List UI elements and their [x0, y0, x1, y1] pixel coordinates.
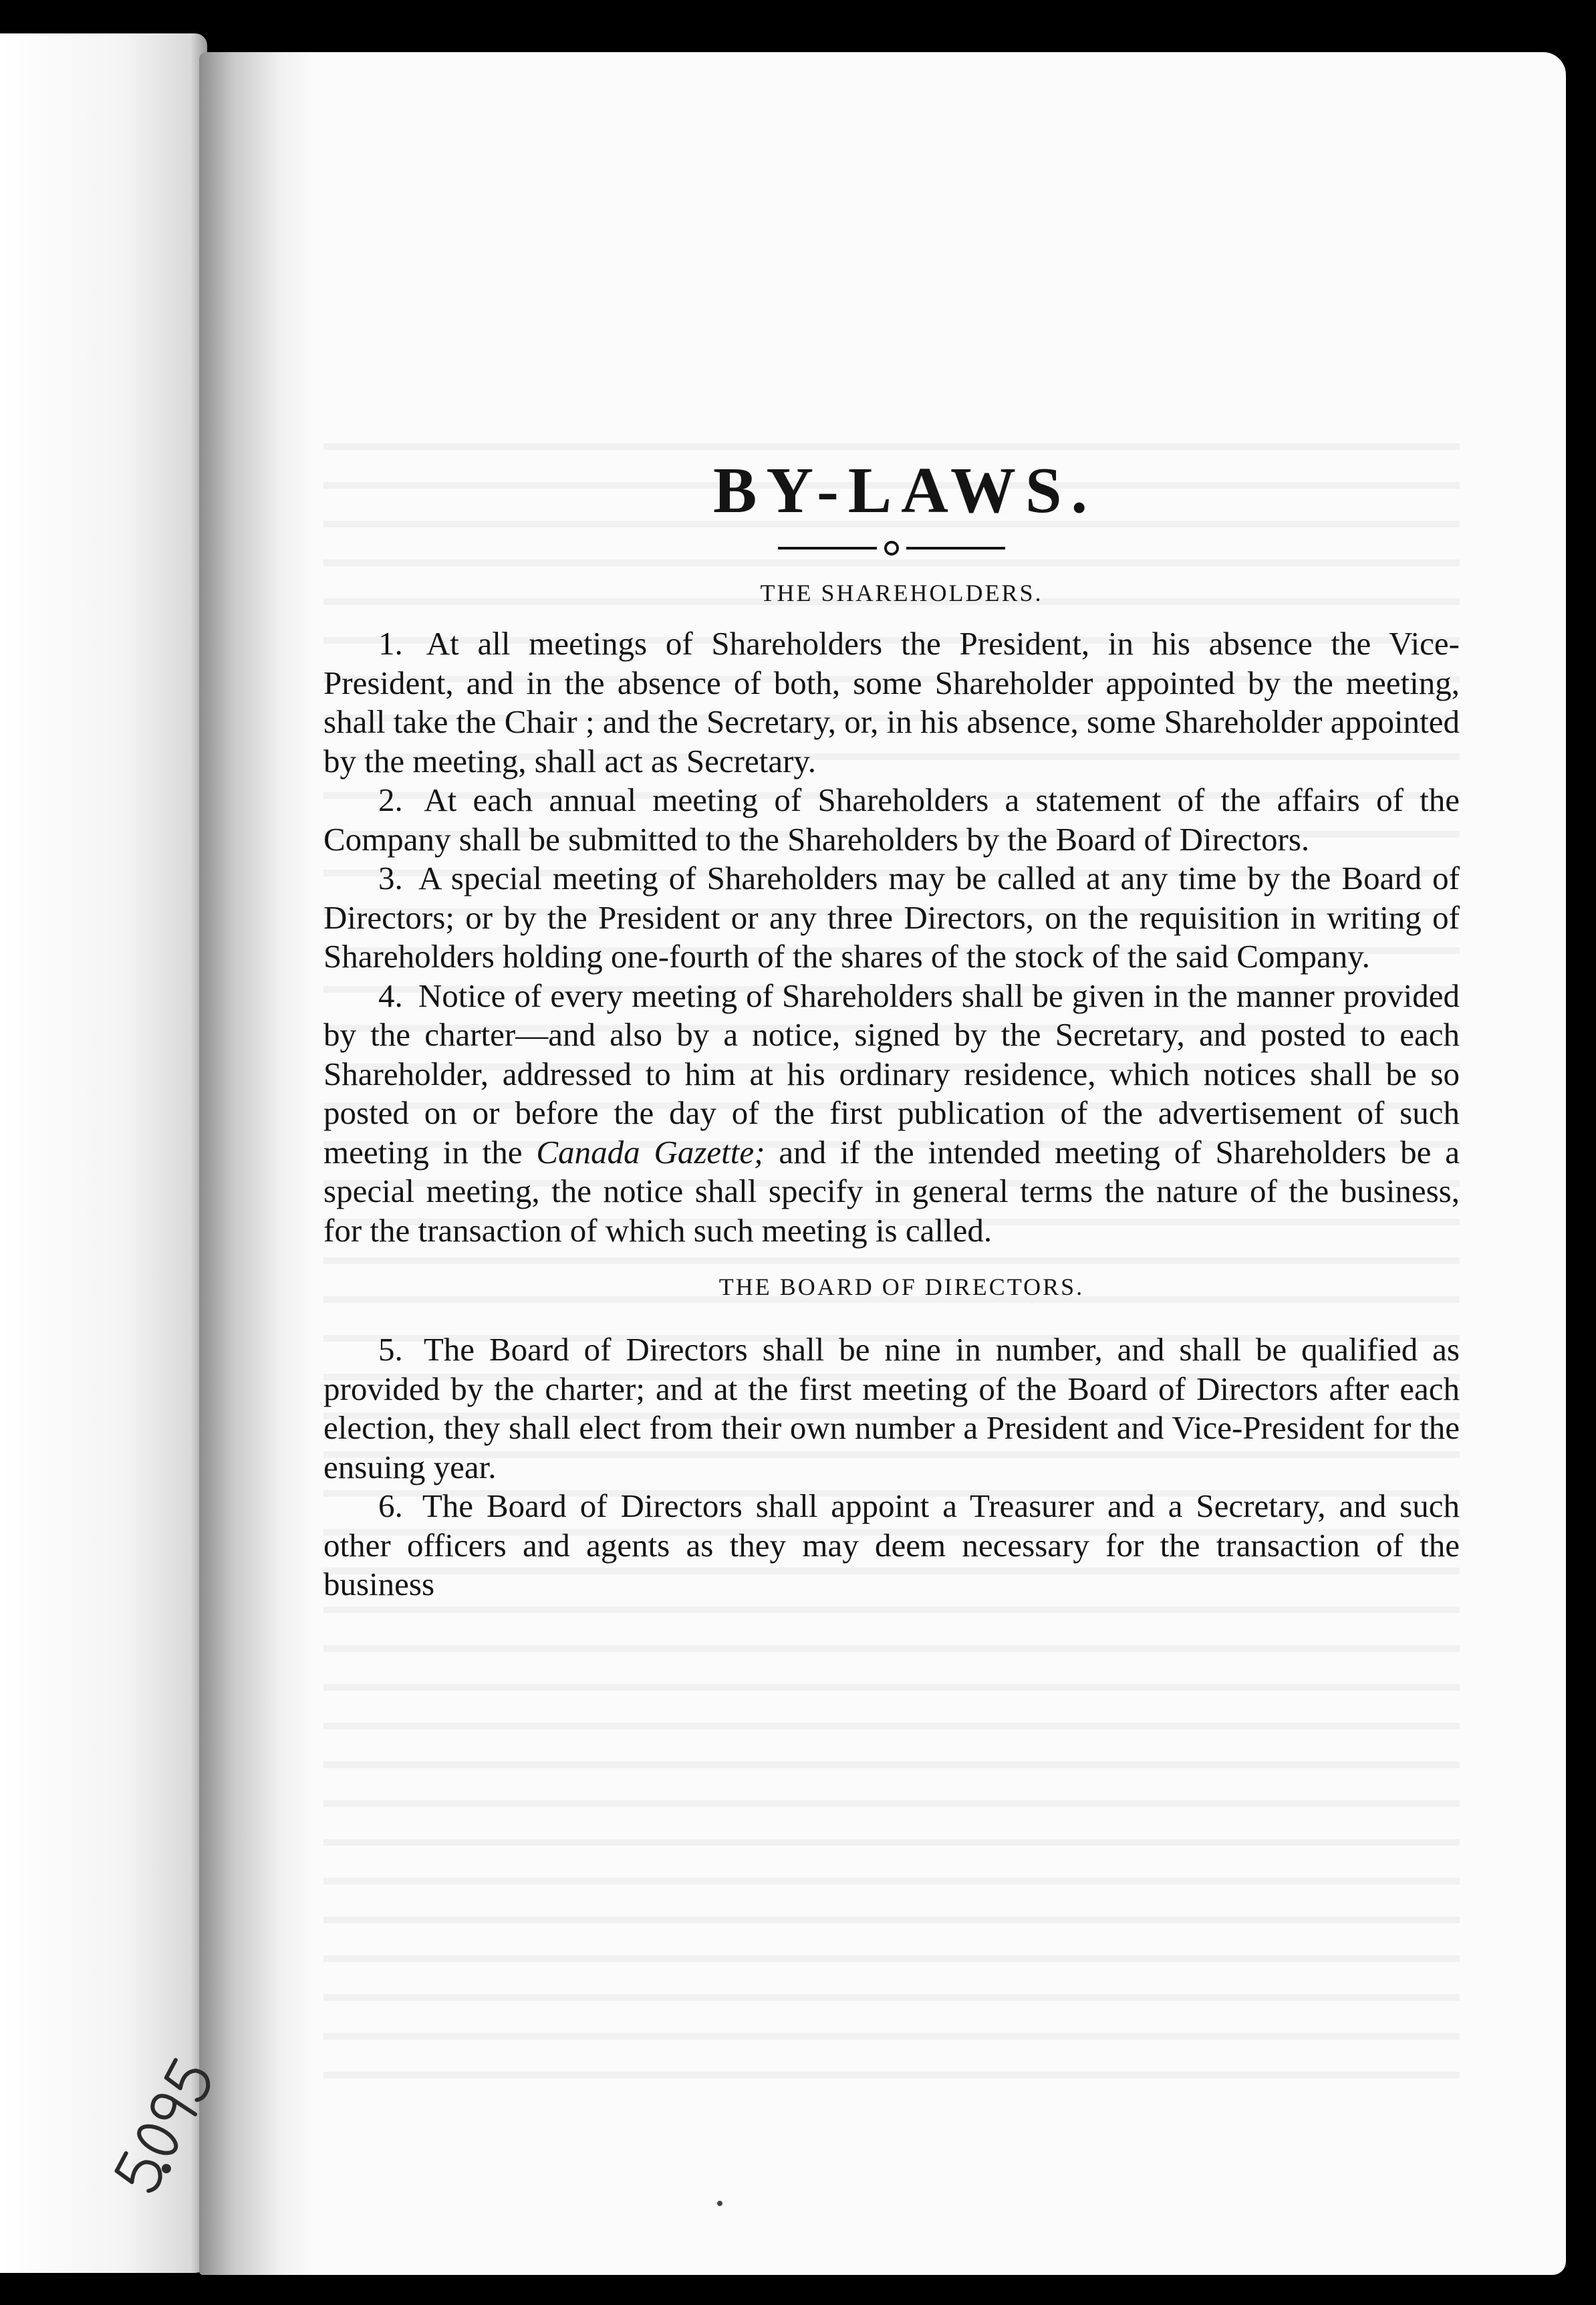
title-ornament [765, 535, 1019, 562]
bylaw-text: The Board of Directors shall be nine in number, and shall be qualified as provided by the charter; and at the first meeting of the Board of Directors after each election, they shall elect from their own number a President and Vice-President for the ensuing year. [323, 1331, 1460, 1485]
handwritten-catalog-number [100, 1979, 254, 2193]
bylaw-text: At all meetings of Shareholders the President, in his absence the Vice-President, and in the absence of both, some Shareholder appointed by the meeting, shall take the Chair ; and the Secretary, or, in his absence, some Shareholder appointed by the meeting, shall act as Secretary. [323, 625, 1460, 779]
section-heading-shareholders: THE SHAREHOLDERS. [760, 580, 1043, 606]
section-heading-board-of-directors: THE BOARD OF DIRECTORS. [718, 1273, 1085, 1300]
bylaw-text: A special meeting of Shareholders may be called at any time by the Board of Directors; or by the President or any three Directors, on the requisition in writing of Shareholders holding one-fourth of the shares of the stock of the said Company. [323, 860, 1460, 975]
bylaw-number: 3. [378, 860, 403, 896]
bylaw-number: 6. [378, 1487, 403, 1524]
bylaw-paragraph-5 [323, 1330, 1460, 1487]
page-speck [717, 2201, 722, 2206]
bylaw-text: The Board of Directors shall appoint a Treasurer and a Secretary, and such other officers and agents as they may deem necessary for the transaction of the business [323, 1487, 1460, 1602]
bylaw-paragraph-6 [323, 1487, 1460, 1604]
gutter-shadow [199, 52, 313, 2275]
bylaw-paragraph-4 [323, 977, 1460, 1251]
bylaw-paragraph-1 [323, 624, 1460, 781]
bylaw-number: 5. [378, 1331, 403, 1368]
bylaw-number: 4. [378, 977, 403, 1014]
bylaw-number: 1. [378, 625, 403, 662]
bylaw-paragraph-3 [323, 859, 1460, 977]
bylaw-text: At each annual meeting of Shareholders a statement of the affairs of the Company shall be submitted to the Shareholders by the Board of Directors. [323, 781, 1460, 858]
facing-page-edge [0, 33, 207, 2273]
bylaw-number: 2. [378, 781, 403, 818]
book-page [199, 52, 1566, 2275]
bylaw-text: Notice of every meeting of Shareholders shall be given in the manner provided by the charter—and also by a notice, signed by the Secretary, and posted to each Shareholder, addressed to him at his ordinary residence, which notices shall be so posted on or before the day of the first publication of the advertisement of such meeting in the [323, 977, 1460, 1171]
bylaw-italic-publication: Canada Gazette; [536, 1133, 765, 1171]
page-title: BY-LAWS. [712, 455, 1097, 527]
bylaw-paragraph-2 [323, 781, 1460, 859]
page-content [323, 453, 1460, 1604]
bylaw-text-continued: and if the intended meeting of Shareholders be a special meeting, the notice shall specify in general terms the nature of the business, for the transaction of which such meeting is called. [323, 1133, 1460, 1249]
